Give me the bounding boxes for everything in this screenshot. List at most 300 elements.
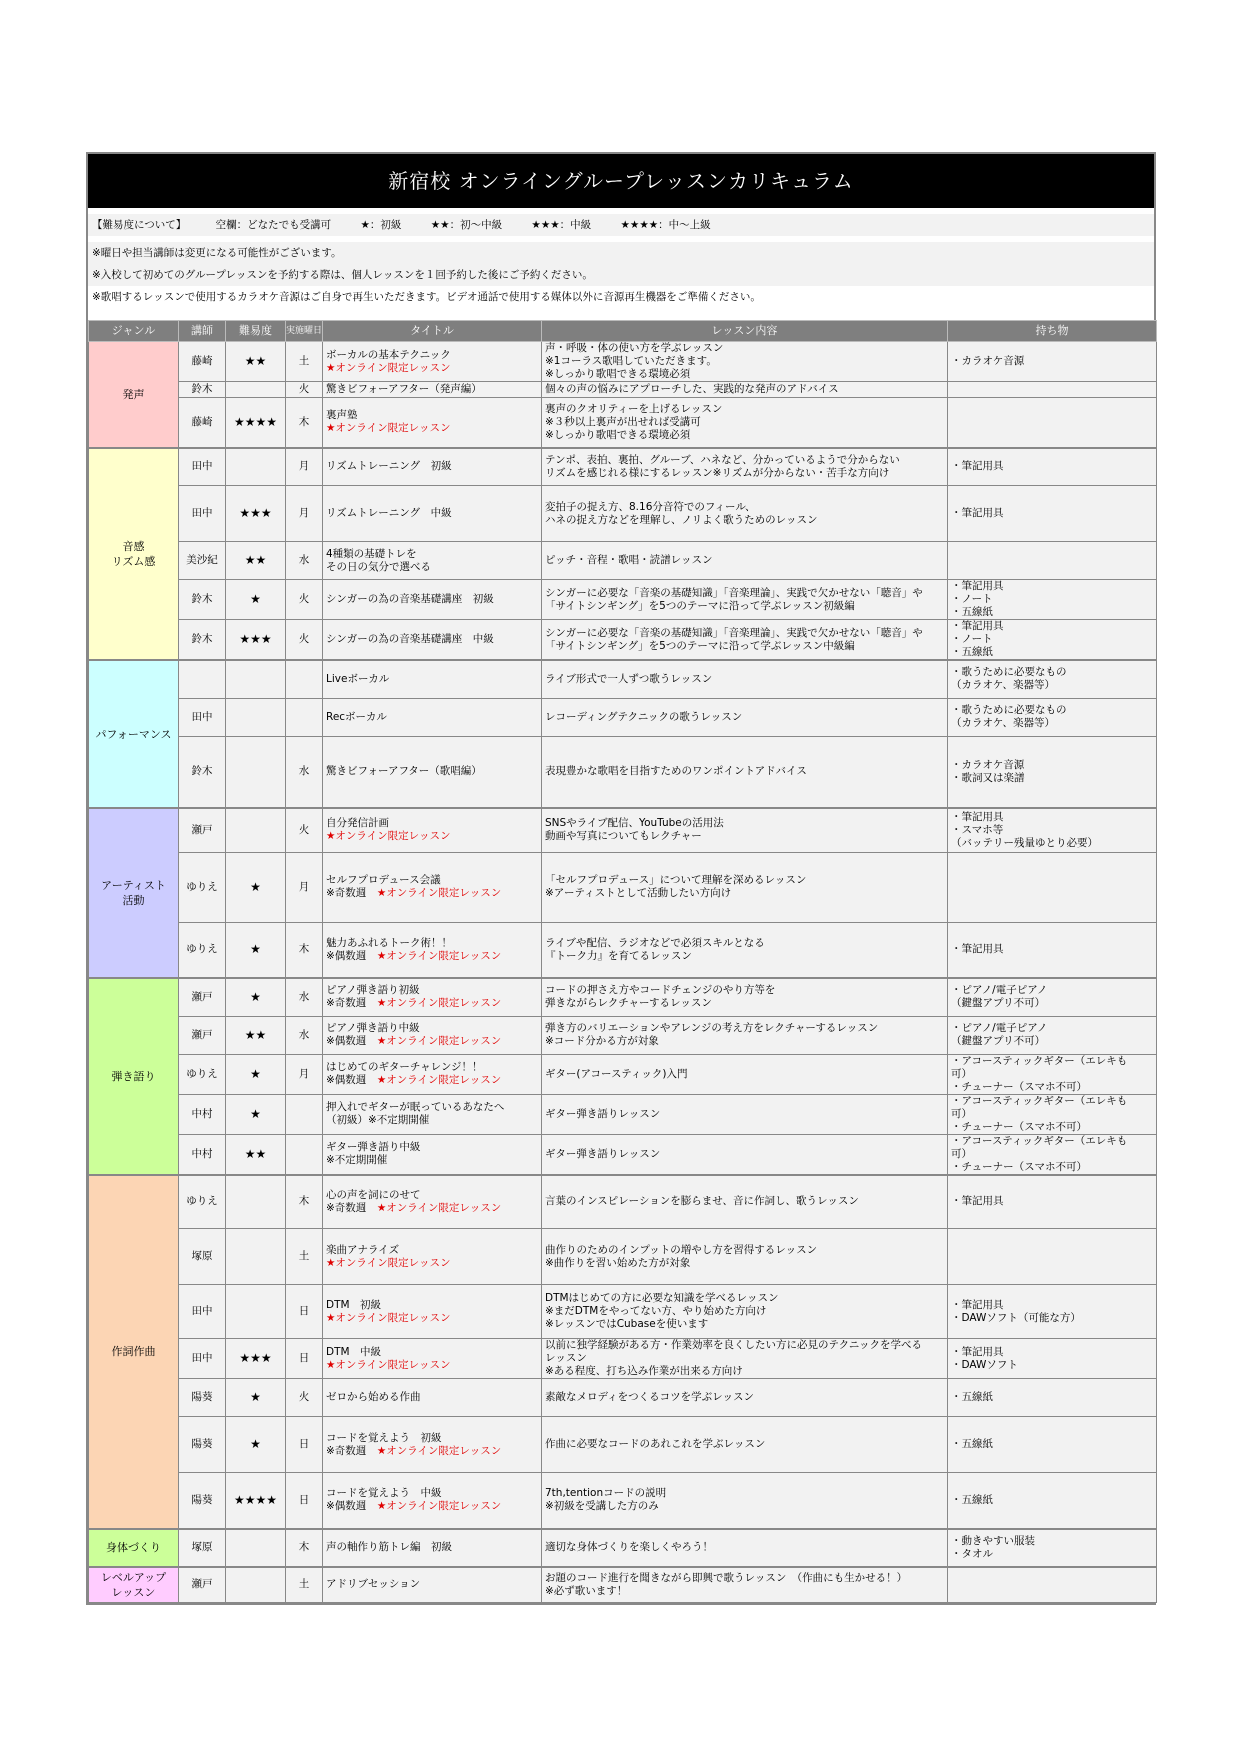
- text-line: ・タオル: [951, 1547, 993, 1560]
- text-line: ・スマホ等: [951, 823, 1004, 836]
- title-cell: [323, 580, 542, 620]
- text-line: 7th,tentionコードの説明: [545, 1487, 667, 1500]
- table-row: [89, 1379, 1157, 1417]
- col-teacher: 講師: [179, 321, 226, 342]
- table-row: [89, 1016, 1157, 1054]
- text-line: コードを覚えよう 中級: [326, 1487, 442, 1500]
- level-cell: ★★★: [226, 620, 286, 661]
- online-badge: ★オンライン限定レッスン: [376, 1201, 502, 1214]
- items-cell: [948, 922, 1157, 978]
- items-cell: [948, 1339, 1157, 1379]
- content-cell: [542, 620, 948, 661]
- text-line: ・ピアノ/電子ピアノ: [951, 984, 1048, 997]
- content-cell: [542, 1473, 948, 1529]
- day-cell: 火: [286, 382, 323, 398]
- table-row: [89, 978, 1157, 1016]
- text-line: ・カラオケ音源: [951, 355, 1025, 367]
- text-line: ※初級を受講した方のみ: [545, 1500, 659, 1513]
- title-note: [326, 950, 538, 963]
- day-cell: 月: [286, 486, 323, 542]
- title-cell: [323, 1339, 542, 1379]
- text-line: （鍵盤アプリ不可）: [951, 1035, 1046, 1047]
- online-badge: ★オンライン限定レッスン: [376, 1074, 502, 1086]
- text-line: DTM 中級: [326, 1345, 382, 1358]
- text-line: ※ある程度、打ち込み作業が出来る方向け: [545, 1365, 743, 1377]
- teacher-cell: 藤崎: [179, 398, 226, 448]
- day-cell: 月: [286, 852, 323, 922]
- text-line: 心の声を詞にのせて: [326, 1188, 421, 1201]
- day-cell: [286, 660, 323, 698]
- content-cell: [542, 978, 948, 1016]
- text-line: ※アーティストとして活動したい方向け: [545, 887, 732, 899]
- genre-cell: [89, 660, 179, 808]
- title-cell: [323, 808, 542, 852]
- text-line: ・歌うために必要なもの: [951, 704, 1067, 716]
- teacher-cell: [179, 660, 226, 698]
- table-row: [89, 620, 1157, 661]
- text-line: 動画や写真についてもレクチャー: [545, 830, 702, 843]
- text-line: アドリブセッション: [326, 1578, 421, 1591]
- text-line: ・チューナー（スマホ不可）: [951, 1160, 1087, 1173]
- table-row: [89, 382, 1157, 398]
- items-cell: [948, 382, 1157, 398]
- text-line: ・アコースティックギター（エレキも: [951, 1094, 1128, 1107]
- curriculum-table: [88, 320, 1157, 1603]
- level-cell: [226, 448, 286, 486]
- table-row: [89, 486, 1157, 542]
- items-cell: [948, 1529, 1157, 1567]
- table-row: [89, 698, 1157, 736]
- level-cell: [226, 808, 286, 852]
- items-cell: [948, 1567, 1157, 1603]
- teacher-cell: 瀬戸: [179, 978, 226, 1016]
- legend-item: ★★★：中級: [531, 219, 592, 231]
- text-line: 「セルフプロデュース」について理解を深めるレッスン: [545, 874, 807, 886]
- text-line: （カラオケ、楽器等）: [951, 717, 1056, 729]
- text-line: ※しっかり歌唱できる環境必須: [545, 428, 691, 441]
- teacher-cell: 塚原: [179, 1529, 226, 1567]
- title-cell: [323, 1134, 542, 1175]
- table-row: [89, 448, 1157, 486]
- text-line: ※コード分かる方が対象: [545, 1035, 659, 1047]
- text-line: ※まだDTMをやってない方、やり始めた方向け: [545, 1305, 767, 1317]
- title-week: ※偶数週: [326, 1035, 377, 1047]
- text-line: 可）: [951, 1147, 972, 1160]
- title-cell: [323, 382, 542, 398]
- difficulty-legend: [88, 214, 1154, 236]
- legend-item: ★：初級: [360, 219, 402, 231]
- content-cell: [542, 1529, 948, 1567]
- teacher-cell: 美沙紀: [179, 542, 226, 580]
- text-line: シンガーに必要な「音楽の基礎知識」「音楽理論」、実践で欠かせない「聴音」や: [545, 626, 923, 639]
- page-title: 新宿校 オンライングループレッスンカリキュラム: [88, 154, 1154, 208]
- table-row: [89, 1529, 1157, 1567]
- text-line: 以前に独学経験がある方・作業効率を良くしたい方に必見のテクニックを学べる: [545, 1339, 922, 1351]
- content-cell: [542, 382, 948, 398]
- items-cell: [948, 808, 1157, 852]
- content-cell: [542, 660, 948, 698]
- teacher-cell: ゆりえ: [179, 852, 226, 922]
- level-cell: ★★: [226, 542, 286, 580]
- title-note: [326, 1500, 538, 1513]
- teacher-cell: 鈴木: [179, 580, 226, 620]
- items-cell: [948, 1134, 1157, 1175]
- note-3: ※歌唱するレッスンで使用するカラオケ音源はご自身で再生いただきます。ビデオ通話で使用する媒体以外に音源再生機器をご準備ください。: [88, 286, 1154, 308]
- text-line: 言葉のインスピレーションを膨らませ、音に作詞し、歌うレッスン: [545, 1195, 859, 1208]
- day-cell: 土: [286, 1567, 323, 1603]
- title-cell: [323, 736, 542, 808]
- content-cell: [542, 698, 948, 736]
- level-cell: [226, 1285, 286, 1339]
- genre-cell: [89, 1529, 179, 1567]
- text-line: テンポ、表拍、裏拍、グルーブ、ハネなど、分かっているようで分からない: [545, 453, 900, 466]
- items-cell: [948, 1285, 1157, 1339]
- online-badge: ★オンライン限定レッスン: [376, 1500, 502, 1513]
- items-cell: [948, 486, 1157, 542]
- text-line: ・アコースティックギター（エレキも: [951, 1054, 1128, 1067]
- text-line: 声・呼吸・体の使い方を学ぶレッスン: [545, 342, 724, 354]
- text-line: （鍵盤アプリ不可）: [951, 997, 1046, 1010]
- items-cell: [948, 852, 1157, 922]
- text-line: ・五線紙: [951, 1493, 993, 1506]
- items-cell: [948, 1175, 1157, 1229]
- text-line: 作詞作曲: [111, 1345, 156, 1358]
- col-level: 難易度: [226, 321, 286, 342]
- text-line: ・筆記用具: [951, 1195, 1004, 1208]
- level-cell: [226, 736, 286, 808]
- items-cell: [948, 398, 1157, 448]
- content-cell: [542, 852, 948, 922]
- text-line: 発声: [122, 387, 145, 401]
- table-row: [89, 398, 1157, 448]
- genre-cell: [89, 978, 179, 1175]
- content-cell: [542, 398, 948, 448]
- content-cell: [542, 1054, 948, 1094]
- text-line: ボーカルの基本テクニック: [326, 348, 451, 361]
- teacher-cell: 瀬戸: [179, 1567, 226, 1603]
- title-cell: [323, 1473, 542, 1529]
- online-badge: ★オンライン限定レッスン: [326, 361, 451, 374]
- title-cell: [323, 1229, 542, 1285]
- title-cell: [323, 1379, 542, 1417]
- note-1: ※曜日や担当講師は変更になる可能性がございます。: [88, 242, 1154, 264]
- online-badge: ★オンライン限定レッスン: [326, 1311, 451, 1324]
- text-line: ※曲作りを習い始めた方が対象: [545, 1256, 691, 1269]
- items-cell: [948, 1417, 1157, 1473]
- text-line: （カラオケ、楽器等）: [951, 679, 1056, 692]
- level-cell: [226, 382, 286, 398]
- text-line: シンガーの為の音楽基礎講座 中級: [326, 633, 494, 645]
- text-line: ・五線紙: [951, 606, 993, 618]
- text-line: リズムトレーニング 中級: [326, 507, 452, 519]
- title-note: [326, 362, 538, 375]
- title-week: ※偶数週: [326, 1074, 377, 1086]
- text-line: リズムトレーニング 初級: [326, 460, 452, 473]
- day-cell: 火: [286, 1379, 323, 1417]
- day-cell: 土: [286, 1229, 323, 1285]
- level-cell: ★★★: [226, 1339, 286, 1379]
- text-line: ・筆記用具: [951, 460, 1004, 473]
- text-line: ギター(アコースティック)入門: [545, 1067, 688, 1080]
- title-cell: [323, 448, 542, 486]
- teacher-cell: 藤崎: [179, 342, 226, 382]
- items-cell: [948, 1054, 1157, 1094]
- content-cell: [542, 1094, 948, 1134]
- level-cell: ★★★: [226, 486, 286, 542]
- text-line: 可）: [951, 1067, 972, 1080]
- title-cell: [323, 1529, 542, 1567]
- day-cell: 日: [286, 1473, 323, 1529]
- teacher-cell: 瀬戸: [179, 1016, 226, 1054]
- title-cell: [323, 486, 542, 542]
- title-cell: [323, 542, 542, 580]
- content-cell: [542, 342, 948, 382]
- items-cell: [948, 448, 1157, 486]
- online-badge: ★オンライン限定レッスン: [326, 1358, 451, 1371]
- level-cell: [226, 660, 286, 698]
- text-line: 裏声塾: [326, 409, 358, 422]
- col-title: タイトル: [323, 321, 542, 342]
- day-cell: 水: [286, 1016, 323, 1054]
- items-cell: [948, 342, 1157, 382]
- teacher-cell: 鈴木: [179, 736, 226, 808]
- items-cell: [948, 580, 1157, 620]
- teacher-cell: 田中: [179, 486, 226, 542]
- text-line: ※３秒以上裏声が出せれば受講可: [545, 415, 701, 428]
- title-cell: [323, 1094, 542, 1134]
- content-cell: [542, 486, 948, 542]
- text-line: ピアノ弾き語り中級: [326, 1022, 420, 1034]
- table-row: [89, 922, 1157, 978]
- title-week: ※偶数週: [326, 949, 377, 962]
- title-cell: [323, 1285, 542, 1339]
- text-line: 自分発信計画: [326, 817, 389, 830]
- table-row: [89, 1417, 1157, 1473]
- level-cell: ★: [226, 1094, 286, 1134]
- table-row: [89, 808, 1157, 852]
- content-cell: [542, 736, 948, 808]
- text-line: 変拍子の捉え方、8.16分音符でのフィール、: [545, 500, 756, 513]
- teacher-cell: 鈴木: [179, 620, 226, 661]
- note-2: ※入校して初めてのグループレッスンを予約する際は、個人レッスンを１回予約した後にご予約ください。: [88, 264, 1154, 286]
- text-line: はじめてのギターチャレンジ！！: [326, 1061, 483, 1073]
- title-cell: [323, 978, 542, 1016]
- day-cell: 水: [286, 978, 323, 1016]
- items-cell: [948, 1016, 1157, 1054]
- text-line: レコーディングテクニックの歌うレッスン: [545, 710, 743, 723]
- items-cell: [948, 698, 1157, 736]
- online-badge: ★オンライン限定レッスン: [376, 949, 502, 962]
- text-line: ・チューナー（スマホ不可）: [951, 1080, 1087, 1093]
- table-row: [89, 736, 1157, 808]
- items-cell: [948, 1229, 1157, 1285]
- teacher-cell: 瀬戸: [179, 808, 226, 852]
- title-cell: [323, 698, 542, 736]
- text-line: ライブ形式で一人ずつ歌うレッスン: [545, 672, 713, 685]
- legend-item: 空欄：どなたでも受講可: [215, 219, 332, 231]
- level-cell: ★: [226, 922, 286, 978]
- table-row: [89, 342, 1157, 382]
- text-line: ・筆記用具: [951, 507, 1004, 519]
- text-line: 身体づくり: [106, 1541, 161, 1554]
- text-line: ・カラオケ音源: [951, 758, 1025, 771]
- text-line: 声の軸作り筋トレ編 初級: [326, 1541, 452, 1553]
- table-row: [89, 1229, 1157, 1285]
- text-line: ・筆記用具: [951, 1345, 1004, 1358]
- teacher-cell: 陽葵: [179, 1379, 226, 1417]
- table-row: [89, 1054, 1157, 1094]
- items-cell: [948, 660, 1157, 698]
- title-note: [326, 1257, 538, 1270]
- level-cell: ★: [226, 978, 286, 1016]
- items-cell: [948, 736, 1157, 808]
- content-cell: [542, 1285, 948, 1339]
- level-cell: ★: [226, 1379, 286, 1417]
- level-cell: ★: [226, 852, 286, 922]
- text-line: （初級）※不定期開催: [326, 1114, 430, 1126]
- genre-cell: [89, 1175, 179, 1529]
- title-cell: [323, 1417, 542, 1473]
- text-line: ・動きやすい服装: [951, 1534, 1035, 1547]
- day-cell: 月: [286, 448, 323, 486]
- level-cell: ★: [226, 1417, 286, 1473]
- text-line: 弾き語り: [111, 1069, 156, 1083]
- day-cell: [286, 698, 323, 736]
- title-note: [326, 830, 538, 843]
- title-cell: [323, 922, 542, 978]
- items-cell: [948, 1379, 1157, 1417]
- content-cell: [542, 808, 948, 852]
- table-row: [89, 1285, 1157, 1339]
- text-line: 裏声のクオリティーを上げるレッスン: [545, 402, 723, 415]
- level-cell: [226, 698, 286, 736]
- text-line: 表現豊かな歌唱を目指すためのワンポイントアドバイス: [545, 765, 807, 778]
- level-cell: [226, 1229, 286, 1285]
- text-line: ピッチ・音程・歌唱・読譜レッスン: [545, 554, 713, 566]
- text-line: ※必ず歌います！: [545, 1584, 628, 1597]
- teacher-cell: 中村: [179, 1134, 226, 1175]
- text-line: 「サイトシンギング」を5つのテーマに沿って学ぶレッスン中級編: [545, 639, 855, 652]
- table-row: [89, 1094, 1157, 1134]
- teacher-cell: 田中: [179, 698, 226, 736]
- text-line: ・ピアノ/電子ピアノ: [951, 1022, 1048, 1034]
- content-cell: [542, 1229, 948, 1285]
- online-badge: ★オンライン限定レッスン: [376, 997, 502, 1010]
- text-line: ※レッスンではCubaseを使います: [545, 1318, 709, 1330]
- title-note: [326, 887, 538, 900]
- text-line: 弾きながらレクチャーするレッスン: [545, 997, 712, 1010]
- day-cell: 木: [286, 1175, 323, 1229]
- online-badge: ★オンライン限定レッスン: [376, 887, 502, 899]
- teacher-cell: 中村: [179, 1094, 226, 1134]
- teacher-cell: 陽葵: [179, 1417, 226, 1473]
- text-line: 適切な身体づくりを楽しくやろう！: [545, 1541, 713, 1553]
- text-line: ・ノート: [951, 593, 993, 605]
- title-note: [326, 1312, 538, 1325]
- text-line: レベルアップ: [100, 1570, 167, 1584]
- text-line: アーティスト: [101, 879, 166, 892]
- day-cell: 木: [286, 922, 323, 978]
- title-cell: [323, 398, 542, 448]
- table-header: [89, 321, 1157, 342]
- teacher-cell: 田中: [179, 1339, 226, 1379]
- day-cell: 火: [286, 808, 323, 852]
- text-line: ライブや配信、ラジオなどで必須スキルとなる: [545, 936, 765, 949]
- title-week: ※偶数週: [326, 1500, 377, 1513]
- content-cell: [542, 1417, 948, 1473]
- level-cell: ★★: [226, 342, 286, 382]
- teacher-cell: 田中: [179, 1285, 226, 1339]
- text-line: 驚きビフォーアフター（発声編）: [326, 383, 482, 395]
- text-line: ギター弾き語りレッスン: [545, 1107, 661, 1120]
- level-cell: ★★: [226, 1016, 286, 1054]
- content-cell: [542, 580, 948, 620]
- text-line: ・筆記用具: [951, 810, 1004, 823]
- text-line: お題のコード進行を聞きながら即興で歌うレッスン （作曲にも生かせる！）: [545, 1571, 908, 1584]
- col-genre: ジャンル: [89, 321, 179, 342]
- content-cell: [542, 1567, 948, 1603]
- text-line: ※しっかり歌唱できる環境必須: [545, 368, 691, 380]
- level-cell: [226, 1529, 286, 1567]
- text-line: その日の気分で選べる: [326, 560, 431, 573]
- online-badge: ★オンライン限定レッスン: [326, 422, 451, 435]
- title-note: [326, 997, 538, 1010]
- title-note: [326, 1202, 538, 1215]
- text-line: コードの押さえ方やコードチェンジのやり方等を: [545, 984, 776, 997]
- teacher-cell: 田中: [179, 448, 226, 486]
- teacher-cell: 塚原: [179, 1229, 226, 1285]
- day-cell: 土: [286, 342, 323, 382]
- title-cell: [323, 342, 542, 382]
- text-line: パフォーマンス: [95, 727, 172, 741]
- text-line: ・筆記用具: [951, 580, 1004, 592]
- level-cell: ★: [226, 1054, 286, 1094]
- text-line: ・歌うために必要なもの: [951, 666, 1067, 679]
- table-row: [89, 1134, 1157, 1175]
- online-badge: ★オンライン限定レッスン: [326, 830, 451, 843]
- day-cell: [286, 1134, 323, 1175]
- online-badge: ★オンライン限定レッスン: [376, 1035, 502, 1047]
- text-line: Liveボーカル: [326, 672, 390, 685]
- text-line: 可）: [951, 1107, 972, 1120]
- items-cell: [948, 978, 1157, 1016]
- text-line: 音感: [122, 539, 145, 553]
- teacher-cell: ゆりえ: [179, 1175, 226, 1229]
- level-cell: [226, 1567, 286, 1603]
- level-cell: ★★: [226, 1134, 286, 1175]
- content-cell: [542, 1175, 948, 1229]
- text-line: リズムを感じれる様にするレッスン※リズムが分からない・苦手な方向け: [545, 466, 890, 479]
- table-row: [89, 1567, 1157, 1603]
- text-line: レッスン: [545, 1352, 587, 1364]
- text-line: コードを覚えよう 初級: [326, 1431, 442, 1444]
- level-cell: ★★★★: [226, 398, 286, 448]
- text-line: ・ノート: [951, 633, 993, 645]
- text-line: 押入れでギターが眠っているあなたへ: [326, 1101, 505, 1113]
- title-cell: [323, 852, 542, 922]
- title-cell: [323, 1567, 542, 1603]
- col-day: 実施曜日: [286, 321, 323, 342]
- table-row: [89, 660, 1157, 698]
- text-line: ・五線紙: [951, 1438, 993, 1450]
- text-line: 『トーク力』を育てるレッスン: [545, 949, 692, 962]
- text-line: 4種類の基礎トレを: [326, 547, 417, 560]
- title-week: ※奇数週: [326, 997, 377, 1010]
- teacher-cell: 鈴木: [179, 382, 226, 398]
- level-cell: ★★★★: [226, 1473, 286, 1529]
- title-week: ※奇数週: [326, 1201, 377, 1214]
- text-line: ・チューナー（スマホ不可）: [951, 1120, 1087, 1133]
